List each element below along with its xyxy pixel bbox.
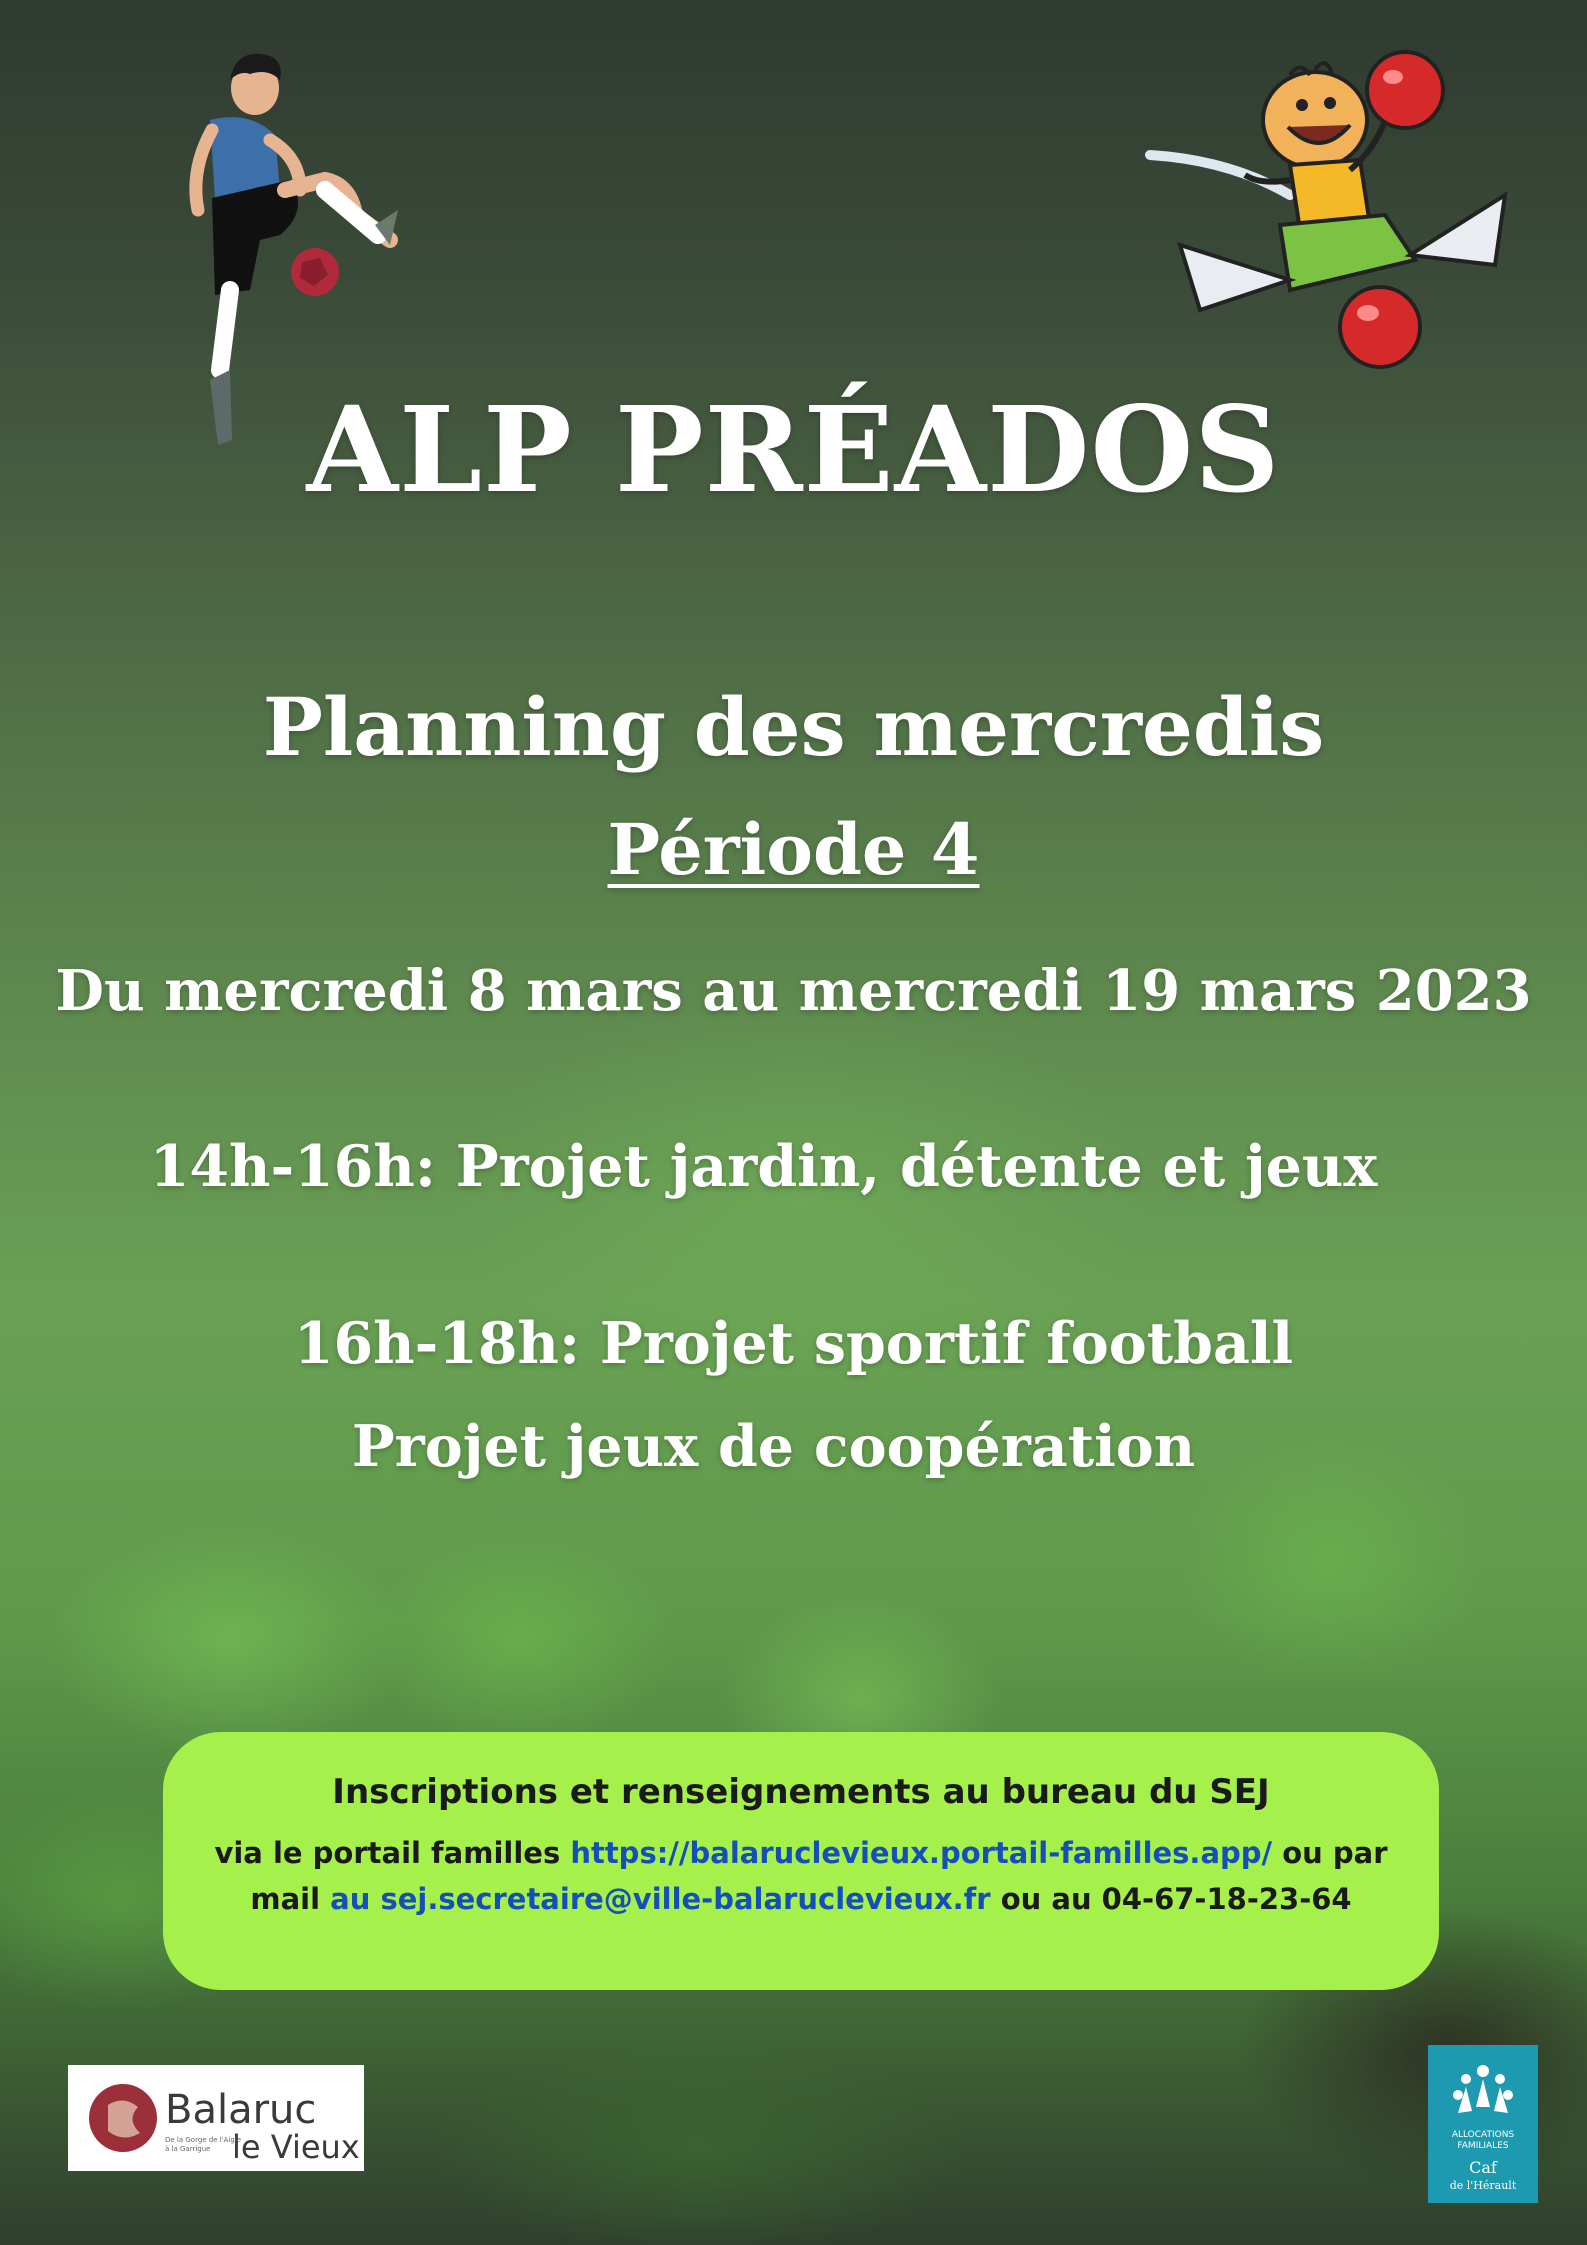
portal-link[interactable]: https://balaruclevieux.portail-familles.app/ [570, 1836, 1273, 1870]
cartoon-kid-with-balls-illustration [1140, 45, 1520, 375]
info-text: ou au 04-67-18-23-64 [990, 1882, 1352, 1916]
poster-title: ALP PRÉADOS [306, 380, 1281, 519]
caf-label-1: ALLOCATIONS [1451, 2130, 1515, 2140]
balaruc-tagline-1: De la Gorge de l'Aigle [165, 2136, 242, 2144]
schedule-slot-2-line-1: 16h-18h: Projet sportif football [293, 1310, 1294, 1377]
caf-label-3: Caf [1469, 2158, 1497, 2177]
caf-label-4: de l'Hérault [1449, 2179, 1517, 2192]
email-link[interactable]: au sej.secretaire@ville-balaruclevieux.fr [330, 1882, 991, 1916]
balaruc-tagline-2: à la Garrigue [165, 2145, 211, 2153]
caf-label-2: FAMILIALES [1457, 2141, 1509, 2151]
info-line-mail [163, 1882, 1439, 1916]
info-text: ou par [1272, 1836, 1388, 1870]
balaruc-logo [68, 2065, 364, 2171]
balaruc-name-2: le Vieux [232, 2128, 360, 2166]
schedule-slot-1: 14h-16h: Projet jardin, détente et jeux [149, 1133, 1378, 1200]
poster-subtitle: Planning des mercredis [262, 680, 1325, 774]
info-heading: Inscriptions et renseignements au bureau du SEJ [332, 1772, 1270, 1812]
caf-logo [1428, 2045, 1538, 2203]
info-line-portal [163, 1836, 1439, 1870]
balaruc-name-1: Balaruc [165, 2087, 317, 2133]
date-range: Du mercredi 8 mars au mercredi 19 mars 2023 [55, 958, 1532, 1024]
info-box [163, 1732, 1439, 1990]
period-label: Période 4 [607, 808, 980, 891]
schedule-slot-2-line-2: Projet jeux de coopération [351, 1413, 1196, 1480]
info-text: via le portail familles [214, 1836, 571, 1870]
info-text: mail [250, 1882, 331, 1916]
